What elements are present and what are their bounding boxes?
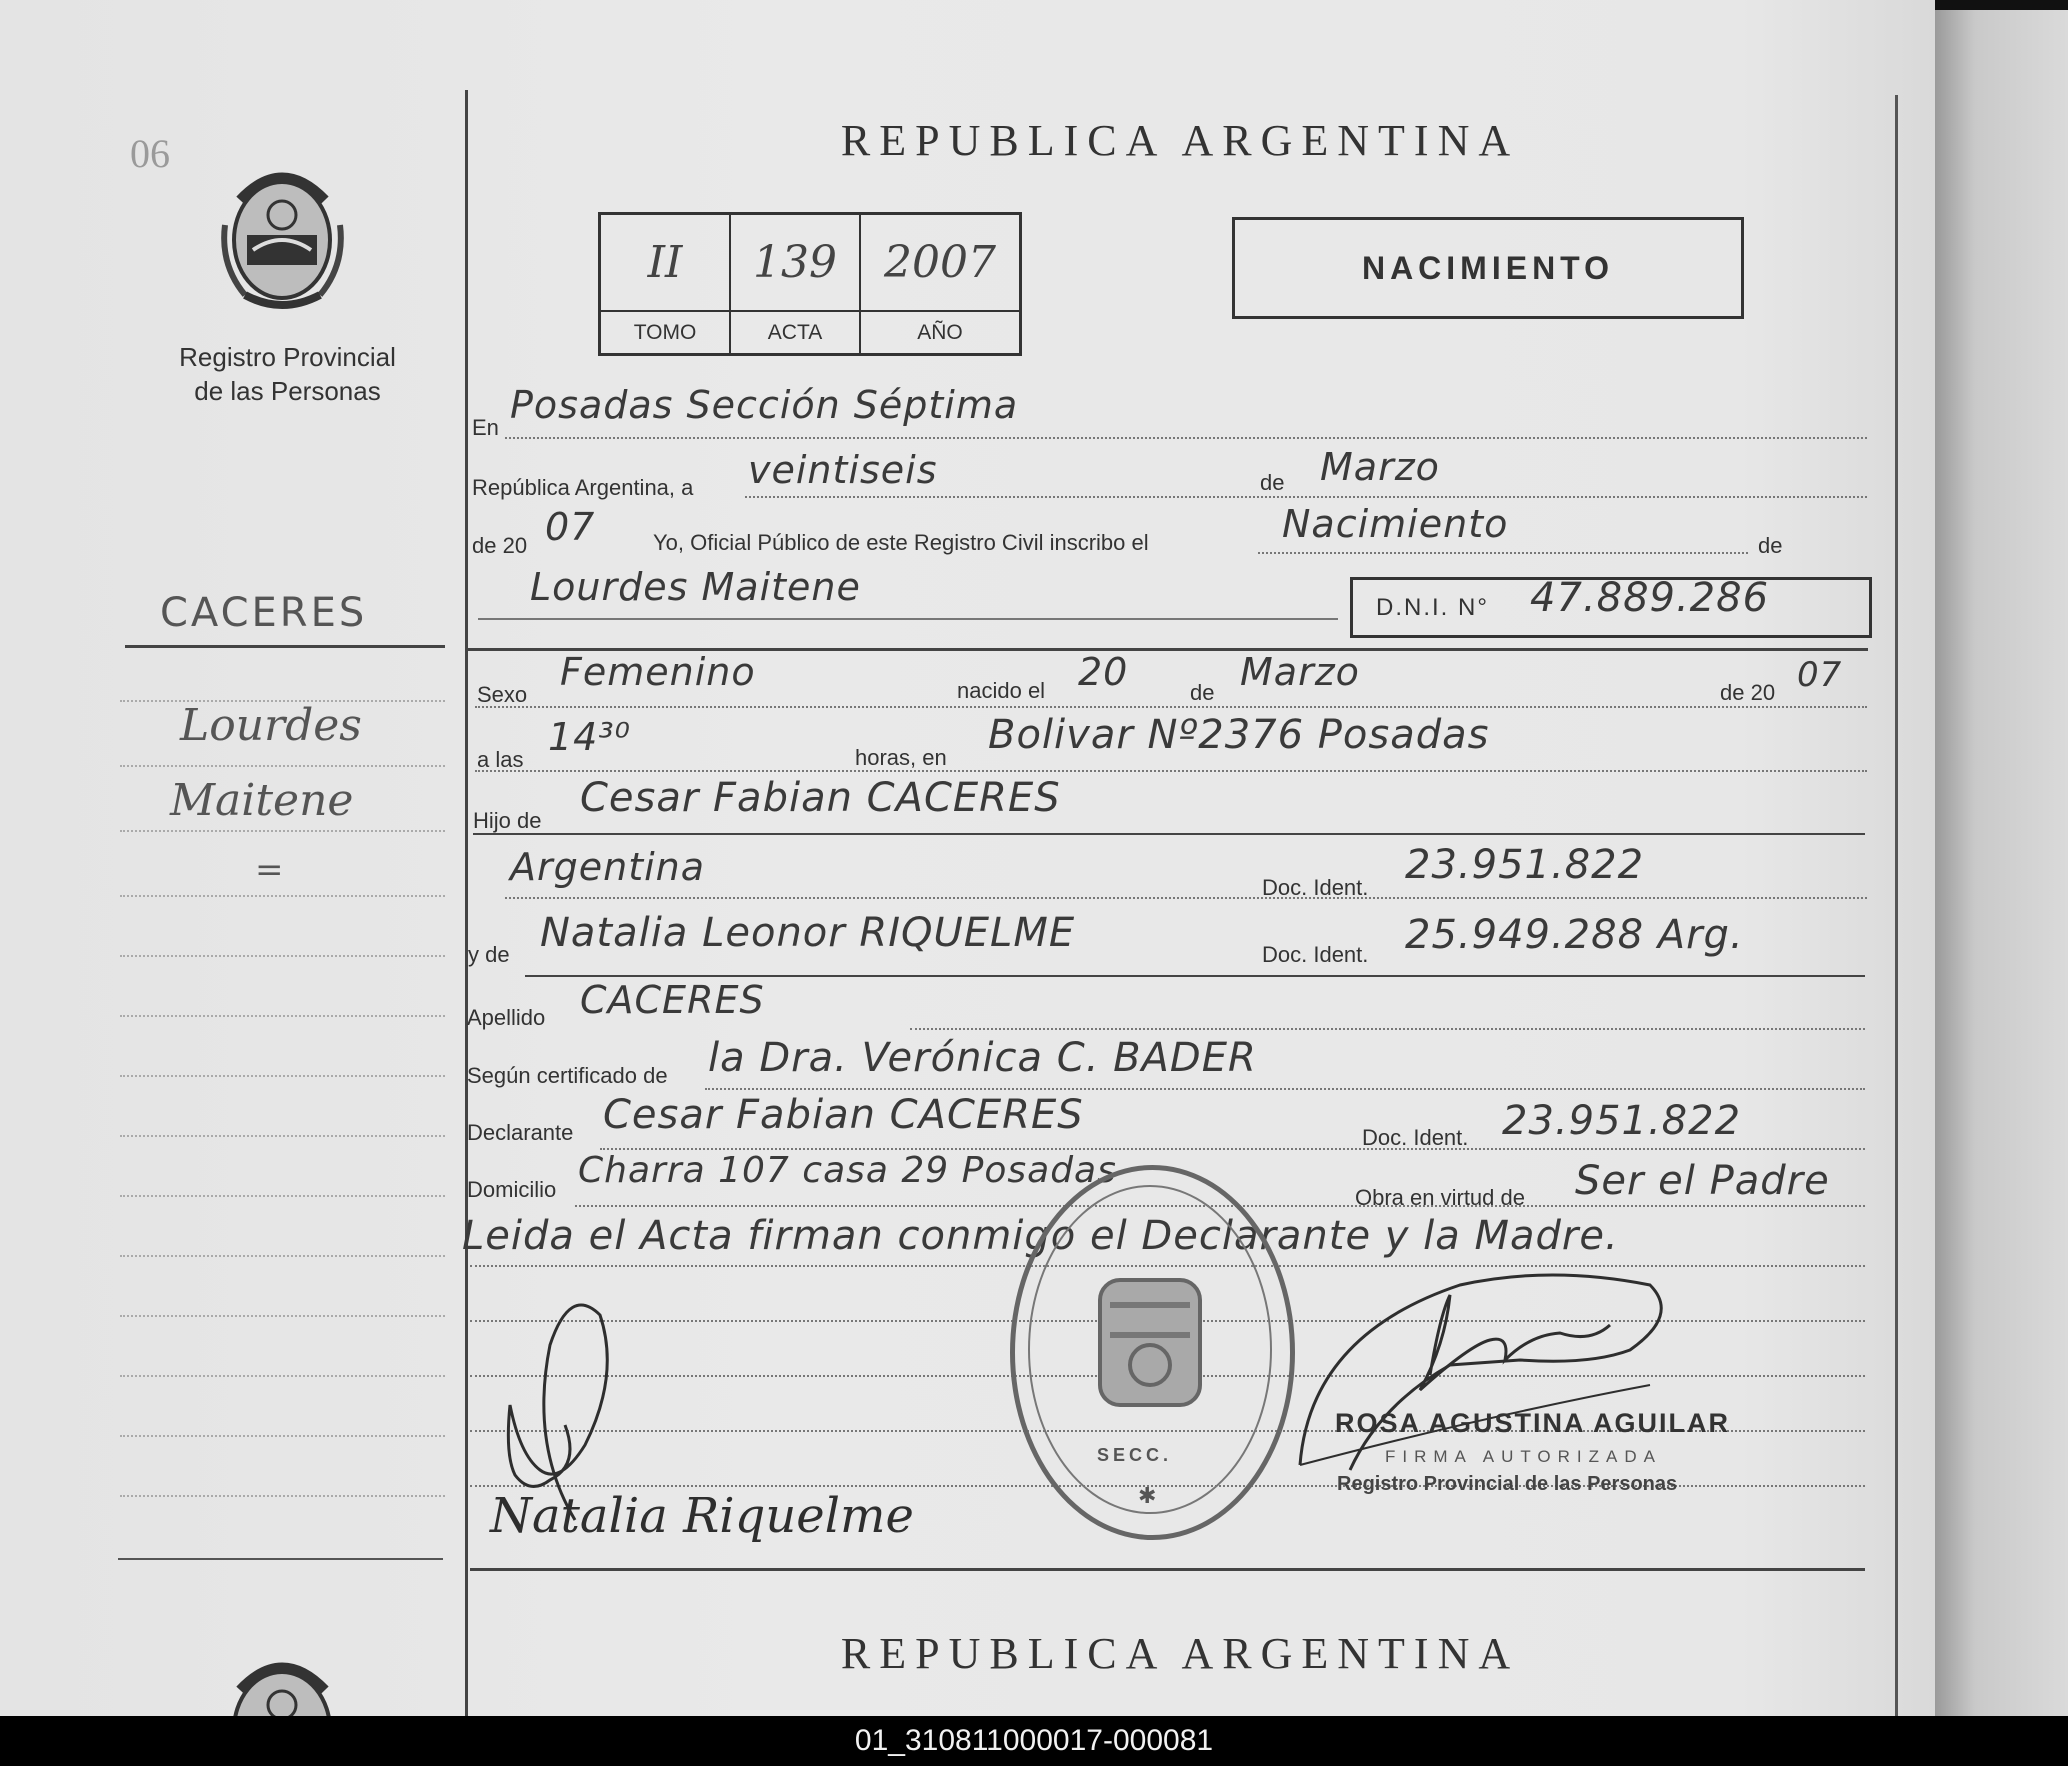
given-names: Lourdes Maitene (530, 565, 861, 609)
tomo-label: TOMO (601, 310, 731, 353)
section-rule (525, 975, 1865, 977)
obra-value: Ser el Padre (1575, 1158, 1830, 1204)
form-line (478, 618, 1338, 620)
stub-registry-line2: de las Personas (194, 376, 381, 406)
stub-dotted-line (120, 1195, 445, 1197)
dni-label: D.N.I. N° (1376, 594, 1489, 621)
inscription-value: Nacimiento (1282, 502, 1509, 546)
form-line (745, 496, 1867, 498)
segun-label: Según certificado de (467, 1063, 668, 1088)
provincial-emblem-bottom (215, 1645, 350, 1716)
registry-reference-box (598, 212, 1022, 356)
alas-label: a las (477, 747, 524, 772)
dni-value: 47.889.286 (1530, 575, 1770, 621)
stub-given-name-2: Maitene (170, 775, 354, 826)
mother-signature: Natalia Riquelme (490, 1488, 914, 1544)
ano-label: AÑO (861, 310, 1019, 353)
stub-surname-underline (125, 645, 445, 648)
stub-dotted-line (120, 1375, 445, 1377)
obra-label: Obra en virtud de (1355, 1185, 1525, 1210)
day-words: veintiseis (748, 448, 938, 492)
sexo-label: Sexo (477, 682, 528, 707)
stub-surname: CACERES (160, 590, 368, 636)
stub-dotted-line (120, 1135, 445, 1137)
sexo-value: Femenino (560, 650, 756, 694)
section-rule (473, 833, 1865, 835)
official-name: ROSA AGUSTINA AGUILAR (1335, 1408, 1730, 1438)
en-label: En (472, 415, 499, 440)
official-registry: Registro Provincial de las Personas (1337, 1473, 1678, 1495)
acta-value: 139 (731, 215, 861, 310)
de-end-label: de (1758, 533, 1783, 558)
father-nationality: Argentina (510, 845, 706, 889)
acta-label: ACTA (731, 310, 861, 353)
record-type: NACIMIENTO (1232, 217, 1744, 319)
form-line (705, 1088, 1865, 1090)
certificate-by: la Dra. Verónica C. BADER (708, 1035, 1257, 1081)
father-doc-label: Doc. Ident. (1262, 875, 1369, 900)
birth-time: 14³⁰ (548, 715, 631, 759)
de-label: de (1260, 470, 1285, 495)
stub-dotted-line (120, 1075, 445, 1077)
form-line (505, 437, 1867, 439)
republica-label: República Argentina, a (472, 475, 694, 500)
domicilio-label: Domicilio (467, 1177, 557, 1202)
form-line (505, 897, 1867, 899)
declarante-value: Cesar Fabian CACERES (603, 1092, 1084, 1138)
binding-dark-corner (1935, 0, 2068, 10)
year-suffix: 07 (545, 505, 596, 549)
horas-label: horas, en (855, 745, 947, 770)
father-doc: 23.951.822 (1405, 842, 1645, 888)
yde-label: y de (468, 942, 510, 967)
page-right-border (1895, 95, 1898, 1716)
stub-bottom-rule (118, 1558, 443, 1560)
closing-note: Leida el Acta firman conmigo el Declarante y la Madre. (462, 1213, 1619, 1259)
heading-country: REPUBLICA ARGENTINA (840, 116, 1520, 165)
mother-name: Natalia Leonor RIQUELME (540, 910, 1076, 956)
stub-ditto-mark: = (255, 850, 284, 890)
stub-dotted-line (120, 955, 445, 957)
stub-dotted-line (120, 1015, 445, 1017)
birth-month: Marzo (1240, 650, 1360, 694)
stub-given-name-1: Lourdes (180, 700, 362, 751)
nacido-label: nacido el (957, 678, 1046, 703)
mother-doc: 25.949.288 Arg. (1405, 912, 1744, 958)
tomo-value: II (601, 215, 731, 310)
birth-day: 20 (1078, 650, 1129, 694)
official-role: FIRMA AUTORIZADA (1385, 1447, 1662, 1466)
stub-dotted-line (120, 1435, 445, 1437)
birth-de-label: de (1190, 680, 1215, 705)
declarante-doc-label: Doc. Ident. (1362, 1125, 1469, 1150)
stub-dotted-line (120, 765, 445, 767)
birth-place: Bolivar Nº2376 Posadas (988, 712, 1490, 758)
column-divider (465, 90, 468, 1716)
seal-section-text: SECC. (1097, 1445, 1173, 1465)
place-value: Posadas Sección Séptima (510, 383, 1019, 427)
form-line (1258, 552, 1748, 554)
apellido-label: Apellido (467, 1005, 546, 1030)
month-value: Marzo (1320, 445, 1440, 489)
stub-registry (150, 340, 425, 408)
domicilio-value: Charra 107 casa 29 Posadas (578, 1150, 1117, 1191)
declarante-label: Declarante (467, 1120, 574, 1145)
birth-year-suffix: 07 (1797, 655, 1843, 695)
yo-label: Yo, Oficial Público de este Registro Civil inscribo el (653, 530, 1149, 555)
form-line (910, 1028, 1865, 1030)
form-line (475, 706, 1867, 708)
provincial-emblem (215, 155, 350, 315)
declarante-doc: 23.951.822 (1502, 1098, 1742, 1144)
book-binding-edge (1935, 0, 2068, 1716)
ano-value: 2007 (884, 237, 996, 288)
filename-bar: 01_310811000017-000081 (0, 1716, 2068, 1766)
stub-registry-line1: Registro Provincial (179, 342, 396, 372)
birth-de20-label: de 20 (1720, 680, 1776, 705)
page-number: 06 (130, 131, 170, 176)
stub-dotted-line (120, 895, 445, 897)
hijo-label: Hijo de (473, 808, 542, 833)
father-name: Cesar Fabian CACERES (580, 775, 1061, 821)
stub-dotted-line (120, 830, 445, 832)
stub-dotted-line (120, 1255, 445, 1257)
seal-star-icon: ✱ (1138, 1483, 1157, 1508)
stub-dotted-line (120, 1315, 445, 1317)
seal-emblem-icon (1085, 1265, 1215, 1420)
apellido-value: CACERES (580, 978, 765, 1022)
mother-doc-label: Doc. Ident. (1262, 942, 1369, 967)
section-rule (470, 1568, 1865, 1571)
de20-label: de 20 (472, 533, 528, 558)
form-line (475, 770, 1867, 772)
stub-dotted-line (120, 1495, 445, 1497)
footer-country: REPUBLICA ARGENTINA (840, 1629, 1520, 1678)
